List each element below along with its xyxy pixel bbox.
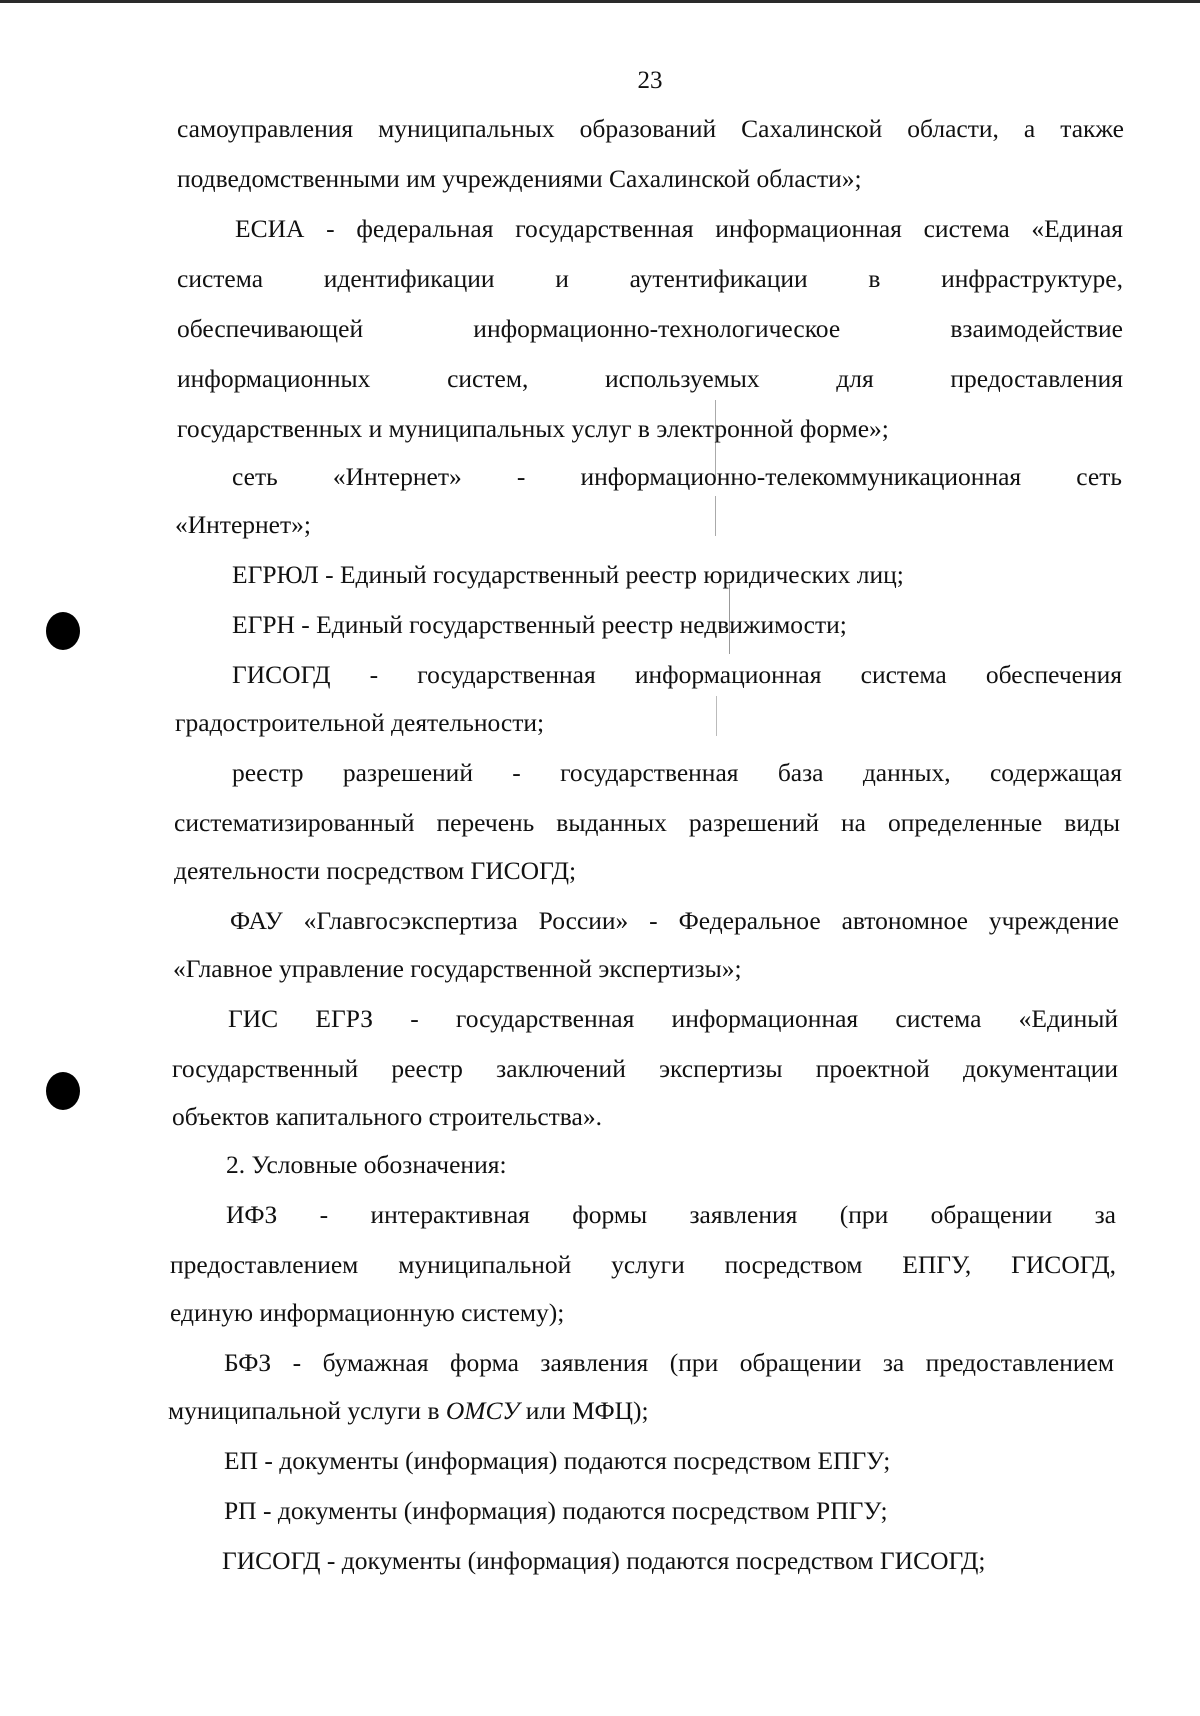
scan-artifact-line [715,496,716,536]
text-line: ЕГРЮЛ - Единый государственный реестр юридических лиц; [232,560,904,589]
text-line: «Интернет»; [175,510,311,539]
text-line: сеть «Интернет» - информационно-телекоммуникационная сеть [232,462,1122,491]
text-line: ИФЗ - интерактивная формы заявления (при обращении за [226,1200,1116,1229]
text-line: ЕП - документы (информация) подаются посредством ЕПГУ; [224,1446,891,1475]
section-heading: 2. Условные обозначения: [226,1150,507,1179]
italic-term: ОМСУ [445,1396,520,1425]
text-line: ГИСОГД - документы (информация) подаются посредством ГИСОГД; [222,1546,986,1575]
text-line: система идентификации и аутентификации в инфраструктуре, [177,264,1123,293]
text-line: БФЗ - бумажная форма заявления (при обращении за предоставлением [224,1348,1114,1377]
text-segment: или МФЦ); [519,1396,649,1425]
page-number: 23 [637,67,663,94]
text-line [168,1396,649,1426]
text-line: подведомственными им учреждениями Сахалинской области»; [177,164,862,193]
text-line: ГИС ЕГРЗ - государственная информационная система «Единый [228,1004,1118,1033]
text-line: обеспечивающей информационно-технологическое взаимодействие [177,314,1123,343]
text-line: предоставлением муниципальной услуги посредством ЕПГУ, ГИСОГД, [170,1250,1116,1279]
scan-top-edge [0,0,1200,3]
text-line: ФАУ «Главгосэкспертиза России» - Федеральное автономное учреждение [230,906,1119,935]
text-line: ГИСОГД - государственная информационная система обеспечения [232,660,1122,689]
text-line: государственных и муниципальных услуг в электронной форме»; [177,414,889,443]
binder-hole-lower [46,1072,80,1110]
text-line: «Главное управление государственной экспертизы»; [173,954,742,983]
text-line: реестр разрешений - государственная база данных, содержащая [232,758,1122,787]
text-line: единую информационную систему); [170,1298,565,1327]
scan-artifact-line [716,696,717,736]
text-line: ЕСИА - федеральная государственная информационная система «Единая [235,214,1123,243]
text-line: информационных систем, используемых для предоставления [177,364,1123,393]
text-line: самоуправления муниципальных образований Сахалинской области, а также [177,114,1124,143]
binder-hole-upper [46,612,80,650]
text-line: деятельности посредством ГИСОГД; [174,856,577,885]
text-line: ЕГРН - Единый государственный реестр недвижимости; [232,610,847,639]
text-line: объектов капитального строительства». [172,1102,602,1131]
text-line: РП - документы (информация) подаются посредством РПГУ; [224,1496,888,1525]
text-line: государственный реестр заключений экспертизы проектной документации [172,1054,1118,1083]
text-line: градостроительной деятельности; [175,708,545,737]
text-segment: муниципальной услуги в [168,1396,446,1425]
text-line: систематизированный перечень выданных разрешений на определенные виды [174,808,1120,837]
